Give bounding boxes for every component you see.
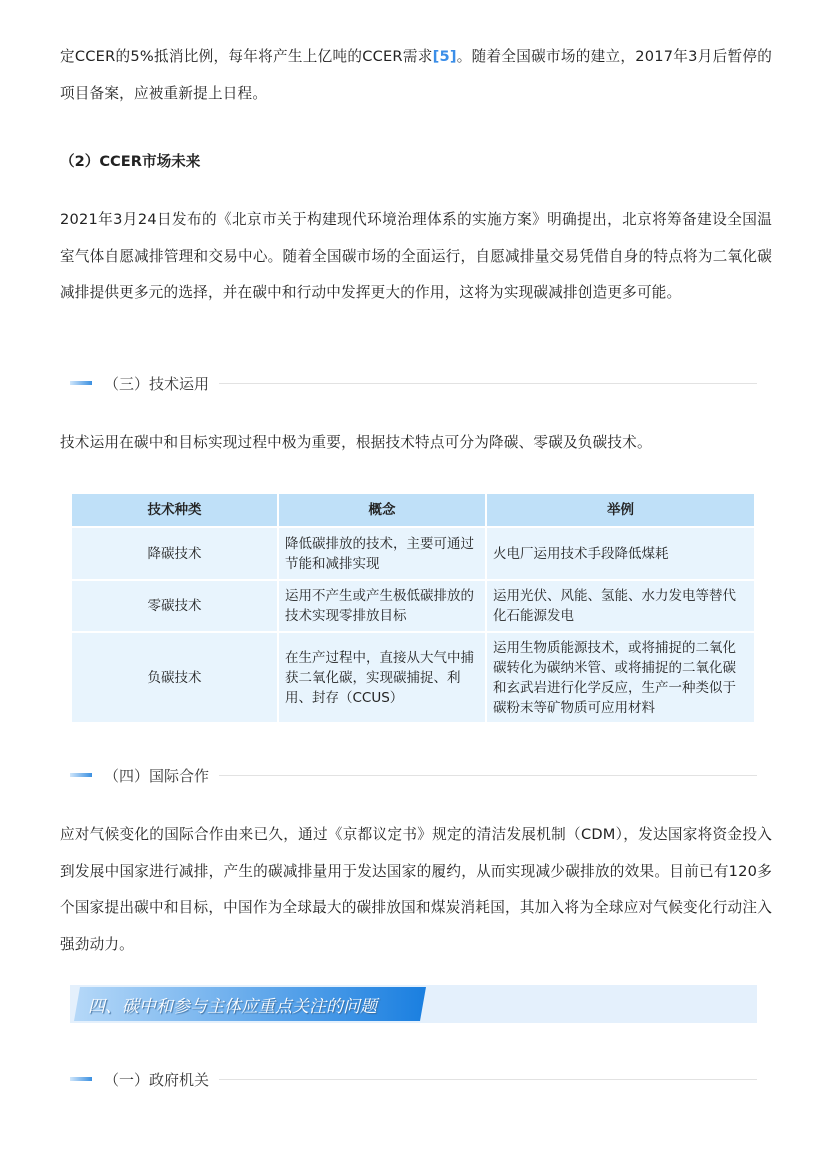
table-cell: 运用生物质能源技术，或将捕捉的二氧化碳转化为碳纳米管、或将捕捉的二氧化碳和玄武岩进行化学反应，生产一种类似于碳粉末等矿物质可应用材料 bbox=[486, 632, 755, 723]
paragraph-ccer-demand bbox=[60, 39, 772, 112]
table-row bbox=[71, 580, 755, 632]
section-title: （三）技术运用 bbox=[104, 374, 210, 393]
table-cell: 运用不产生或产生极低碳排放的技术实现零排放目标 bbox=[278, 580, 486, 632]
table-cell: 零碳技术 bbox=[71, 580, 278, 632]
table-header: 概念 bbox=[278, 493, 486, 527]
table-header: 举例 bbox=[486, 493, 755, 527]
table-cell: 运用光伏、风能、氢能、水力发电等替代化石能源发电 bbox=[486, 580, 755, 632]
divider bbox=[219, 1079, 757, 1080]
divider bbox=[219, 383, 757, 384]
table-cell: 在生产过程中，直接从大气中捕获二氧化碳，实现碳捕捉、利用、封存（CCUS） bbox=[278, 632, 486, 723]
chapter-banner bbox=[70, 985, 757, 1023]
table-header-row bbox=[71, 493, 755, 527]
paragraph-ccer-future: 2021年3月24日发布的《北京市关于构建现代环境治理体系的实施方案》明确提出，北京将筹备建设全国温室气体自愿减排管理和交易中心。随着全国碳市场的全面运行，自愿减排量交易凭借自身的特点将为二氧化碳减排提供更多元的选择，并在碳中和行动中发挥更大的作用，这将为实现碳减排创造更多可能。 bbox=[60, 211, 772, 301]
table-row bbox=[71, 632, 755, 723]
table-header: 技术种类 bbox=[71, 493, 278, 527]
section-heading-intl bbox=[70, 765, 757, 785]
section-heading-gov bbox=[70, 1069, 757, 1089]
table-row bbox=[71, 527, 755, 580]
heading-bar-icon bbox=[70, 1077, 92, 1081]
chapter-title: 四、碳中和参与主体应重点关注的问题 bbox=[88, 997, 377, 1017]
table-cell: 火电厂运用技术手段降低煤耗 bbox=[486, 527, 755, 580]
heading-bar-icon bbox=[70, 381, 92, 385]
text: 定CCER的5%抵消比例，每年将产生上亿吨的CCER需求 bbox=[60, 48, 433, 65]
tech-table bbox=[70, 492, 756, 724]
citation-link[interactable]: [5] bbox=[432, 48, 457, 65]
text: 。随着全国碳市场的建立，2017年3月后暂停的项目备案，应被重新提上日程。 bbox=[60, 48, 772, 102]
divider bbox=[219, 775, 757, 776]
table-cell: 负碳技术 bbox=[71, 632, 278, 723]
table-cell: 降碳技术 bbox=[71, 527, 278, 580]
section-title: （一）政府机关 bbox=[104, 1070, 210, 1089]
section-heading-tech bbox=[70, 373, 757, 393]
table-cell: 降低碳排放的技术，主要可通过节能和减排实现 bbox=[278, 527, 486, 580]
paragraph-tech: 技术运用在碳中和目标实现过程中极为重要，根据技术特点可分为降碳、零碳及负碳技术。 bbox=[60, 434, 652, 451]
heading-bar-icon bbox=[70, 773, 92, 777]
section-title: （四）国际合作 bbox=[104, 766, 210, 785]
paragraph-intl: 应对气候变化的国际合作由来已久，通过《京都议定书》规定的清洁发展机制（CDM），发达国家将资金投入到发展中国家进行减排，产生的碳减排量用于发达国家的履约，从而实现减少碳排放的效果。目前已有120多个国家提出碳中和目标，中国作为全球最大的碳排放国和煤炭消耗国，其加入将为全球应对气候变化行动注入强劲动力。 bbox=[60, 826, 772, 953]
sub-heading: （2）CCER市场未来 bbox=[60, 153, 201, 170]
